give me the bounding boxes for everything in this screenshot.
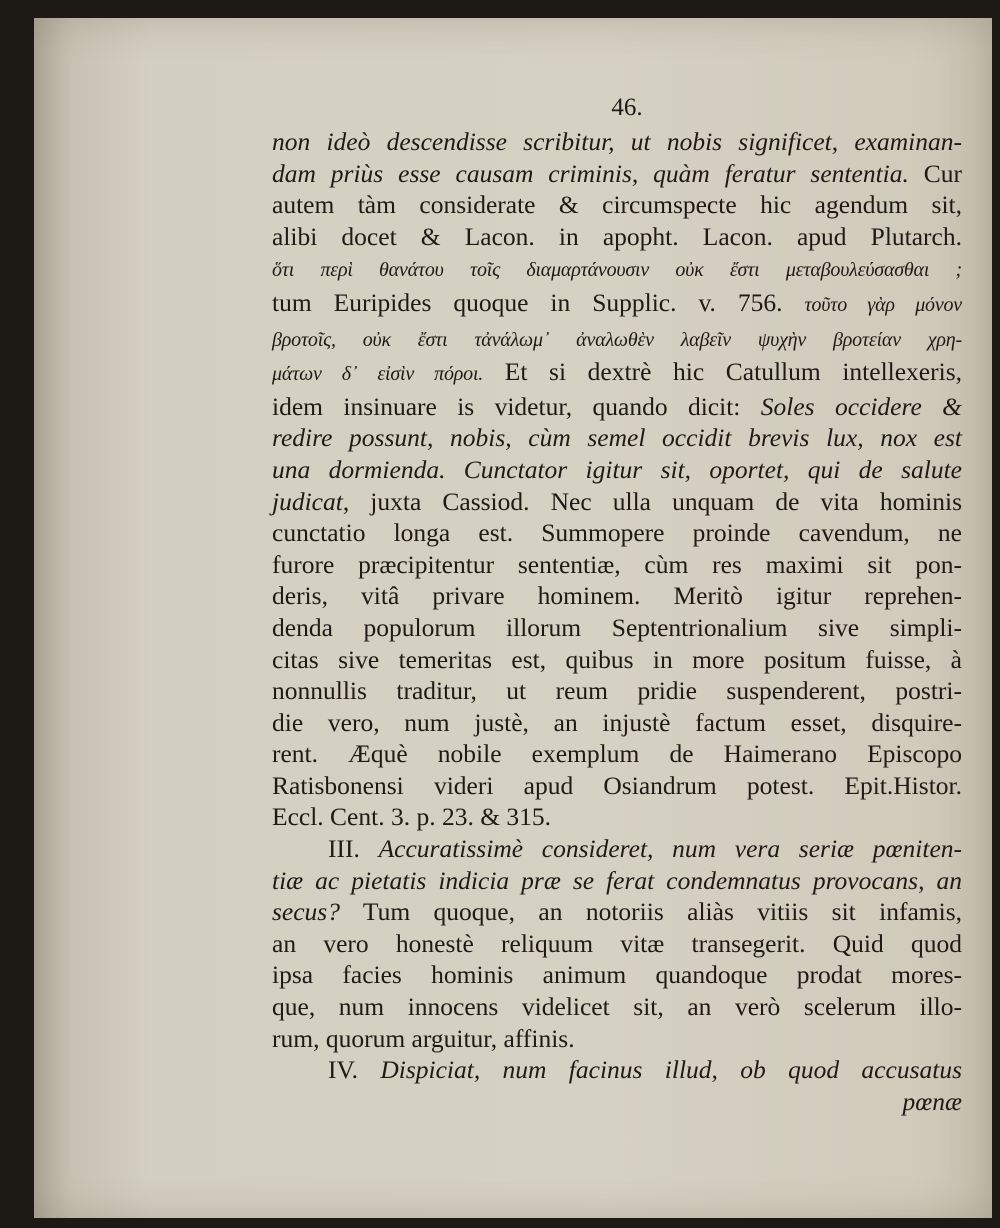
text-line bbox=[272, 287, 962, 322]
italic-text: redire possunt, nobis, cùm semel occidit brevis lux, nox est bbox=[272, 423, 962, 453]
text-line bbox=[272, 454, 962, 486]
page-text bbox=[272, 90, 962, 1117]
text-line bbox=[272, 1023, 962, 1055]
roman-text: citas sive temeritas est, quibus in more positum fuisse, à bbox=[272, 644, 962, 674]
text-line bbox=[272, 928, 962, 960]
roman-text: III. bbox=[328, 834, 379, 864]
roman-text: rent. Æquè nobile exemplum de Haimerano Episcopo bbox=[272, 739, 962, 769]
roman-text: furore præcipitentur sententiæ, cùm res maximi sit pon- bbox=[272, 549, 962, 579]
text-line bbox=[272, 189, 962, 221]
text-line bbox=[272, 356, 962, 391]
roman-text: denda populorum illorum Septentrionalium sive simpli- bbox=[272, 612, 962, 642]
roman-text: nonnullis traditur, ut reum pridie suspenderent, postri- bbox=[272, 676, 962, 706]
text-line bbox=[272, 738, 962, 770]
roman-text: die vero, num justè, an injustè factum esset, disquire- bbox=[272, 707, 962, 737]
text-line bbox=[272, 486, 962, 518]
roman-text: tum Euripides quoque in Supplic. v. 756. bbox=[272, 287, 805, 317]
roman-text: ipsa facies hominis animum quandoque prodat mores- bbox=[272, 960, 962, 990]
text-line bbox=[272, 221, 962, 253]
page-number: 46. bbox=[611, 94, 643, 121]
text-body bbox=[272, 126, 962, 1117]
italic-text: dam priùs esse causam criminis, quàm feratur sententia. bbox=[272, 158, 909, 188]
italic-text: Dispiciat, num facinus illud, ob quod accusatus bbox=[380, 1055, 962, 1085]
italic-text: pœnæ bbox=[902, 1086, 962, 1116]
text-line bbox=[272, 675, 962, 707]
greek-quote: τοῦτο γὰρ μόνον bbox=[804, 293, 962, 316]
text-line bbox=[272, 391, 962, 423]
roman-text: alibi docet & Lacon. in apopht. Lacon. apud Plutarch. bbox=[272, 221, 962, 251]
text-line bbox=[272, 833, 962, 865]
text-line bbox=[272, 158, 962, 190]
text-line bbox=[272, 422, 962, 454]
italic-text: secus? bbox=[272, 897, 340, 927]
roman-text: deris, vitâ privare hominem. Meritò igitur reprehen- bbox=[272, 581, 962, 611]
greek-quote: μάτων δ᾽ εἰσὶν πόροι. bbox=[272, 363, 484, 386]
text-line bbox=[272, 126, 962, 158]
text-line bbox=[272, 991, 962, 1023]
roman-text: rum, quorum arguitur, affinis. bbox=[272, 1023, 575, 1053]
text-line bbox=[272, 1054, 962, 1086]
roman-text: autem tàm considerate & circumspecte hic agendum sit, bbox=[272, 190, 962, 220]
text-line bbox=[272, 549, 962, 581]
roman-text: , juxta Cassiod. Nec ulla unquam de vita hominis bbox=[342, 486, 962, 516]
roman-text: Cur bbox=[908, 158, 962, 188]
italic-text: non ideò descendisse scribitur, ut nobis significet, examinan- bbox=[272, 127, 962, 156]
text-line bbox=[272, 322, 962, 357]
roman-text: Ratisbonensi videri apud Osiandrum potest. Epit.Histor. bbox=[272, 770, 962, 800]
italic-text: judicat bbox=[272, 486, 343, 516]
greek-quote: βροτοῖς, οὐκ ἔστι τἀνάλωμ᾽ ἀναλωθὲν λαβεῖν ψυχὴν βροτείαν χρη- bbox=[272, 328, 962, 351]
text-line bbox=[272, 865, 962, 897]
italic-text: tiæ ac pietatis indicia præ se ferat condemnatus provocans, an bbox=[272, 865, 962, 895]
text-line bbox=[272, 959, 962, 991]
italic-text: una dormienda. Cunctator igitur sit, oportet, qui de salute bbox=[272, 454, 962, 484]
greek-quote: ὅτι περὶ θανάτου τοῖς διαμαρτάνουσιν οὐκ ἔστι μεταβουλεύσασθαι ; bbox=[272, 259, 962, 282]
text-line bbox=[272, 896, 962, 928]
text-line bbox=[272, 644, 962, 676]
book-page bbox=[34, 18, 992, 1218]
italic-text: Soles occidere & bbox=[760, 391, 963, 421]
roman-text: idem insinuare is videtur, quando dicit: bbox=[272, 391, 761, 421]
text-line bbox=[272, 252, 962, 287]
text-line bbox=[272, 707, 962, 739]
text-line bbox=[272, 612, 962, 644]
roman-text: cunctatio longa est. Summopere proinde cavendum, ne bbox=[272, 518, 962, 548]
text-line bbox=[272, 770, 962, 802]
text-line bbox=[272, 801, 962, 833]
roman-text: que, num innocens videlicet sit, an verò scelerum illo- bbox=[272, 992, 962, 1022]
roman-text: Eccl. Cent. 3. p. 23. & 315. bbox=[272, 802, 552, 832]
roman-text: Tum quoque, an notoriis aliàs vitiis sit infamis, bbox=[339, 897, 962, 927]
roman-text: Et si dextrè hic Catullum intellexeris, bbox=[483, 357, 962, 387]
text-line bbox=[272, 517, 962, 549]
text-line bbox=[272, 1086, 962, 1118]
text-line bbox=[272, 580, 962, 612]
roman-text: IV. bbox=[328, 1055, 381, 1085]
italic-text: Accuratissimè consideret, num vera seriæ pœniten- bbox=[378, 834, 963, 864]
roman-text: an vero honestè reliquum vitæ transegerit. Quid quod bbox=[272, 928, 962, 958]
